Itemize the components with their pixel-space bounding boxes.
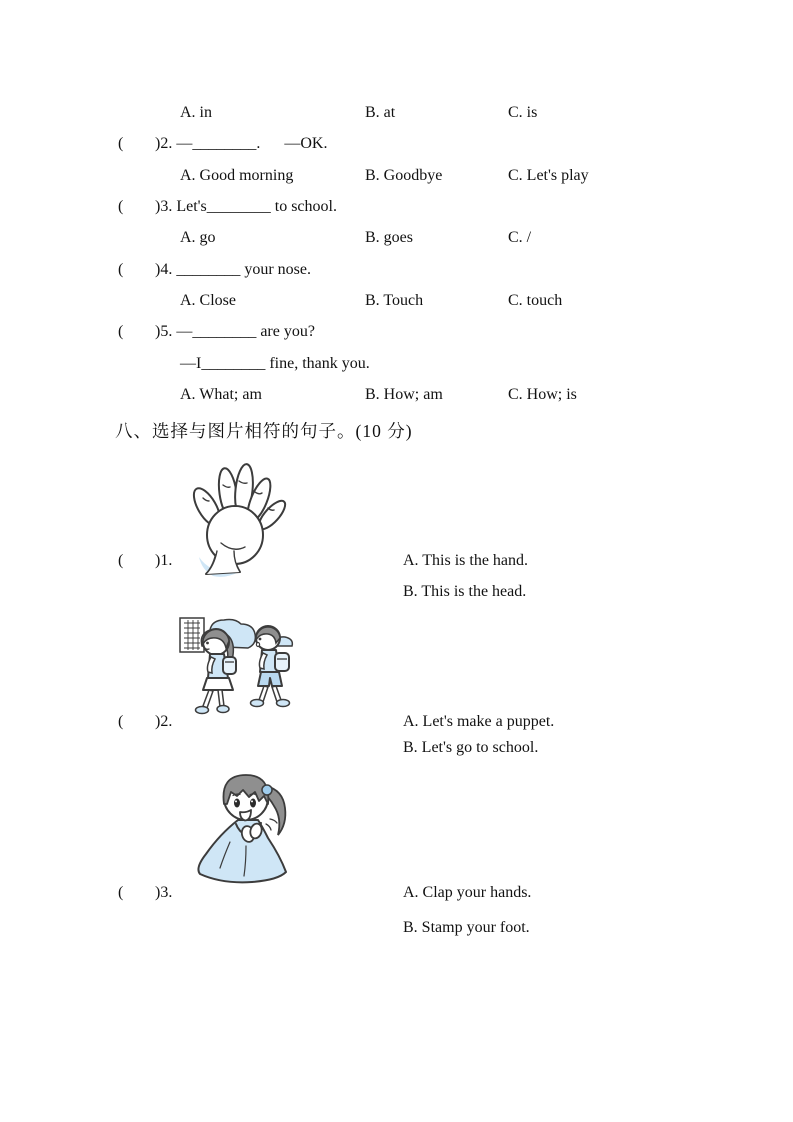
answer-bracket: (	[118, 713, 124, 730]
option-a: A. This is the hand.	[403, 552, 529, 569]
question-text	[155, 323, 315, 341]
answer-bracket: (	[118, 198, 124, 215]
options-row-4	[0, 292, 793, 314]
question-number: )1.	[155, 552, 173, 569]
question-row-5-continuation	[0, 355, 793, 377]
question-text	[155, 261, 311, 279]
option-c: C. touch	[508, 292, 563, 309]
answer-bracket: (	[118, 135, 124, 152]
question-number: )3.	[155, 884, 173, 901]
option-c: C. is	[508, 104, 538, 121]
section-heading: 八、选择与图片相符的句子。(10 分)	[115, 421, 413, 441]
options-row-5	[0, 386, 793, 408]
option-b: B. Let's go to school.	[403, 739, 539, 756]
answer-bracket: (	[118, 323, 124, 340]
answer-bracket: (	[118, 552, 124, 569]
question-stem: ________ your nose.	[176, 261, 311, 278]
question-row-4	[0, 261, 793, 283]
question-row-2	[0, 135, 793, 157]
option-b: B. How; am	[365, 386, 443, 403]
option-a: A. Good morning	[180, 167, 294, 184]
option-c: C. /	[508, 229, 532, 246]
building	[180, 618, 204, 652]
question-stem: —I________ fine, thank you.	[180, 355, 370, 372]
question-row-5	[0, 323, 793, 345]
question-number: )2.	[155, 713, 173, 730]
children-walking-illustration	[176, 610, 312, 734]
open-hand-illustration	[183, 455, 287, 577]
option-a: A. in	[180, 104, 212, 121]
question-row-3	[0, 198, 793, 220]
question-stem: —________. —OK.	[176, 135, 328, 152]
option-a: A. What; am	[180, 386, 262, 403]
open-mouth	[240, 810, 251, 821]
option-a: A. Close	[180, 292, 236, 309]
option-b: B. Goodbye	[365, 167, 443, 184]
option-c: C. How; is	[508, 386, 577, 403]
question-text	[155, 135, 327, 153]
girl-clapping-illustration	[190, 762, 312, 886]
answer-bracket: (	[118, 884, 124, 901]
question-stem: —________ are you?	[176, 323, 315, 340]
option-b: B. This is the head.	[403, 583, 527, 600]
question-number: )2.	[155, 135, 173, 152]
option-a: A. go	[180, 229, 216, 246]
options-row-2	[0, 167, 793, 189]
options-row-3	[0, 229, 793, 251]
option-b: B. goes	[365, 229, 413, 246]
question-number: )3.	[155, 198, 173, 215]
option-a: A. Let's make a puppet.	[403, 713, 555, 730]
question-stem: Let's________ to school.	[176, 198, 337, 215]
question-number: )4.	[155, 261, 173, 278]
option-b: B. Stamp your foot.	[403, 919, 530, 936]
option-c: C. Let's play	[508, 167, 589, 184]
hair-scrunchie	[262, 785, 272, 795]
option-a: A. Clap your hands.	[403, 884, 532, 901]
option-b: B. Touch	[365, 292, 424, 309]
options-row-1	[0, 104, 793, 126]
question-number: )5.	[155, 323, 173, 340]
option-b: B. at	[365, 104, 396, 121]
question-text	[155, 198, 337, 216]
answer-bracket: (	[118, 261, 124, 278]
